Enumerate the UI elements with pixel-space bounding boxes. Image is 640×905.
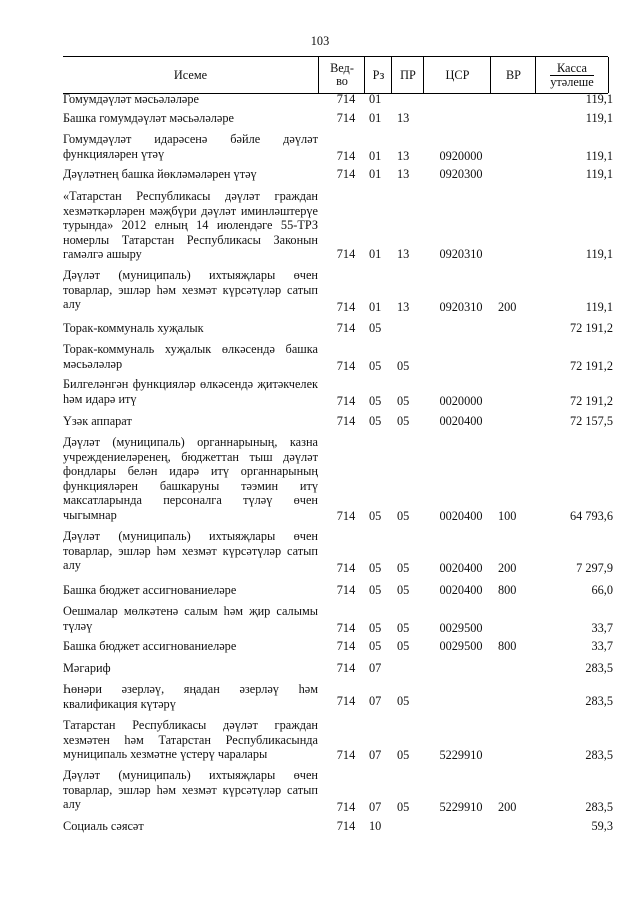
row-name: Дәүләт (муниципаль) ихтыяҗлары өчен товарлар, эшләр һәм хезмәт күрсәтүләр сатып алу [63, 768, 318, 811]
row-csr: 0020400 [439, 561, 483, 575]
table-row [0, 435, 640, 525]
row-csr: 0920310 [439, 300, 483, 314]
row-ved: 714 [336, 247, 356, 261]
row-vr: 200 [498, 561, 517, 575]
row-rz: 01 [369, 92, 382, 106]
table-row [0, 321, 640, 339]
row-rz: 05 [369, 639, 382, 653]
table-row [0, 92, 640, 110]
row-name: Социаль сәясәт [63, 819, 144, 833]
row-sum: 119,1 [585, 149, 613, 163]
row-name: Үзәк аппарат [63, 414, 132, 428]
table-row [0, 682, 640, 716]
row-rz: 07 [369, 694, 382, 708]
row-name: Гомумдәүләт мәсьәләләре [63, 92, 199, 106]
row-rz: 05 [369, 321, 382, 335]
header-sum-bottom: утәлеше [550, 74, 594, 89]
row-rz: 05 [369, 414, 382, 428]
row-csr: 5229910 [439, 800, 483, 814]
row-pr: 05 [397, 561, 410, 575]
row-ved: 714 [336, 661, 356, 675]
row-sum: 72 191,2 [569, 394, 613, 408]
row-name: Дәүләт (муниципаль) ихтыяҗлары өчен товарлар, эшләр һәм хезмәт күрсәтүләр сатып алу [63, 529, 318, 572]
header-name: Исеме [173, 67, 208, 82]
row-sum: 283,5 [585, 694, 613, 708]
row-sum: 7 297,9 [576, 561, 613, 575]
row-csr: 0020400 [439, 414, 483, 428]
row-rz: 07 [369, 661, 382, 675]
row-sum: 283,5 [585, 800, 613, 814]
row-sum: 33,7 [591, 639, 613, 653]
row-ved: 714 [336, 359, 356, 373]
row-csr: 0020000 [439, 394, 483, 408]
row-name: Татарстан Республикасы дәүләт граждан хезмәтен һәм Татарстан Республикасында муниципаль хезмәтне үстерү чаралары [63, 718, 318, 761]
table-row [0, 768, 640, 816]
row-rz: 05 [369, 394, 382, 408]
row-name: Башка бюджет ассигнованиеләре [63, 583, 237, 597]
row-ved: 714 [336, 694, 356, 708]
row-ved: 714 [336, 509, 356, 523]
row-rz: 01 [369, 111, 382, 125]
table-row [0, 342, 640, 376]
row-pr: 13 [397, 149, 410, 163]
row-rz: 01 [369, 247, 382, 261]
table-row [0, 111, 640, 129]
row-sum: 64 793,6 [569, 509, 613, 523]
row-pr: 13 [397, 247, 410, 261]
row-sum: 72 157,5 [569, 414, 613, 428]
row-sum: 72 191,2 [569, 359, 613, 373]
table-row [0, 639, 640, 657]
row-vr: 200 [498, 300, 517, 314]
row-ved: 714 [336, 639, 356, 653]
table-row [0, 661, 640, 679]
table-row [0, 819, 640, 837]
row-pr: 05 [397, 748, 410, 762]
row-ved: 714 [336, 92, 356, 106]
row-vr: 200 [498, 800, 517, 814]
row-ved: 714 [336, 149, 356, 163]
row-rz: 10 [369, 819, 382, 833]
row-pr: 05 [397, 509, 410, 523]
header-sum [535, 57, 609, 93]
row-pr: 05 [397, 359, 410, 373]
row-pr: 13 [397, 111, 410, 125]
row-name: Мәгариф [63, 661, 111, 675]
row-csr: 0020400 [439, 583, 483, 597]
row-sum: 119,1 [585, 111, 613, 125]
table-row [0, 189, 640, 265]
row-pr: 05 [397, 394, 410, 408]
row-vr: 800 [498, 583, 517, 597]
row-name: Башка гомумдәүләт мәсьәләләре [63, 111, 234, 125]
row-name: Дәүләт (муниципаль) органнарының, казна учреждениеләренең, бюджеттан тыш дәүләт фондлары белән идарә итү органнарының функцияләрен башкаруны тәэмин итү максатларында персоналга түләү өчен чыгымнар [63, 435, 318, 522]
row-rz: 05 [369, 359, 382, 373]
row-vr: 100 [498, 509, 517, 523]
row-ved: 714 [336, 621, 356, 635]
table-row [0, 718, 640, 766]
row-ved: 714 [336, 167, 356, 181]
row-csr: 0029500 [439, 639, 483, 653]
row-sum: 119,1 [585, 247, 613, 261]
row-sum: 66,0 [591, 583, 613, 597]
row-rz: 05 [369, 561, 382, 575]
table-row [0, 268, 640, 316]
row-vr: 800 [498, 639, 517, 653]
row-rz: 05 [369, 509, 382, 523]
table-row [0, 583, 640, 601]
row-sum: 119,1 [585, 167, 613, 181]
row-name: Оешмалар мөлкәтенә салым һәм җир салымы түләү [63, 604, 318, 633]
header-vr: ВР [490, 57, 536, 93]
row-sum: 33,7 [591, 621, 613, 635]
row-rz: 01 [369, 149, 382, 163]
row-name: Торак-коммуналь хуҗалык өлкәсендә башка мәсьәләләр [63, 342, 318, 371]
page-number: 103 [310, 34, 330, 48]
row-name: Гомумдәүләт идарәсенә бәйле дәүләт функцияләрен үтәү [63, 132, 318, 161]
row-name: Билгеләнгән функцияләр өлкәсендә җитәкчелек һәм идарә итү [63, 377, 318, 406]
row-name: Дәүләт (муниципаль) ихтыяҗлары өчен товарлар, эшләр һәм хезмәт күрсәтүләр сатып алу [63, 268, 318, 311]
row-ved: 714 [336, 414, 356, 428]
row-pr: 05 [397, 414, 410, 428]
row-rz: 01 [369, 300, 382, 314]
row-csr: 0920310 [439, 247, 483, 261]
row-pr: 05 [397, 800, 410, 814]
row-sum: 72 191,2 [569, 321, 613, 335]
row-pr: 05 [397, 621, 410, 635]
row-sum: 119,1 [585, 92, 613, 106]
row-ved: 714 [336, 394, 356, 408]
row-name: Башка бюджет ассигнованиеләре [63, 639, 237, 653]
header-csr: ЦСР [423, 57, 491, 93]
header-ved-top: Вед- [330, 61, 354, 75]
row-name: Дәүләтнең башка йөкләмәләрен үтәү [63, 167, 257, 181]
row-rz: 05 [369, 621, 382, 635]
row-pr: 13 [397, 167, 410, 181]
row-ved: 714 [336, 561, 356, 575]
row-csr: 0020400 [439, 509, 483, 523]
row-csr: 0920000 [439, 149, 483, 163]
row-ved: 714 [336, 819, 356, 833]
header-ved-bottom: во [336, 74, 348, 88]
row-rz: 01 [369, 167, 382, 181]
header-ved [318, 57, 365, 93]
row-name: Һөнәри әзерләү, яңадан әзерләү һәм квалификация күтәрү [63, 682, 318, 711]
row-rz: 07 [369, 800, 382, 814]
row-sum: 119,1 [585, 300, 613, 314]
row-pr: 05 [397, 583, 410, 597]
row-ved: 714 [336, 300, 356, 314]
table-row [0, 167, 640, 185]
row-name: Торак-коммуналь хуҗалык [63, 321, 204, 335]
row-rz: 05 [369, 583, 382, 597]
row-sum: 59,3 [591, 819, 613, 833]
table-row [0, 529, 640, 577]
table-row [0, 377, 640, 411]
table-row [0, 132, 640, 166]
table-header [63, 56, 608, 94]
row-name: «Татарстан Республикасы дәүләт граждан хезмәткәрләрен мәҗбүри дәүләт иминләштерүе турында» 2012 елның 14 июлендәге 55-ТРЗ номерлы Татарстан Республикасы Законын гамәлгә ашыру [63, 189, 318, 261]
header-rz: Рз [364, 57, 392, 93]
row-ved: 714 [336, 800, 356, 814]
row-rz: 07 [369, 748, 382, 762]
table-row [0, 414, 640, 432]
row-csr: 0029500 [439, 621, 483, 635]
row-sum: 283,5 [585, 748, 613, 762]
row-ved: 714 [336, 583, 356, 597]
row-ved: 714 [336, 321, 356, 335]
row-pr: 13 [397, 300, 410, 314]
header-sum-top: Касса [556, 60, 588, 75]
row-pr: 05 [397, 694, 410, 708]
header-pr: ПР [391, 57, 424, 93]
table-row [0, 604, 640, 638]
row-csr: 5229910 [439, 748, 483, 762]
row-csr: 0920300 [439, 167, 483, 181]
row-ved: 714 [336, 111, 356, 125]
row-ved: 714 [336, 748, 356, 762]
row-pr: 05 [397, 639, 410, 653]
row-sum: 283,5 [585, 661, 613, 675]
